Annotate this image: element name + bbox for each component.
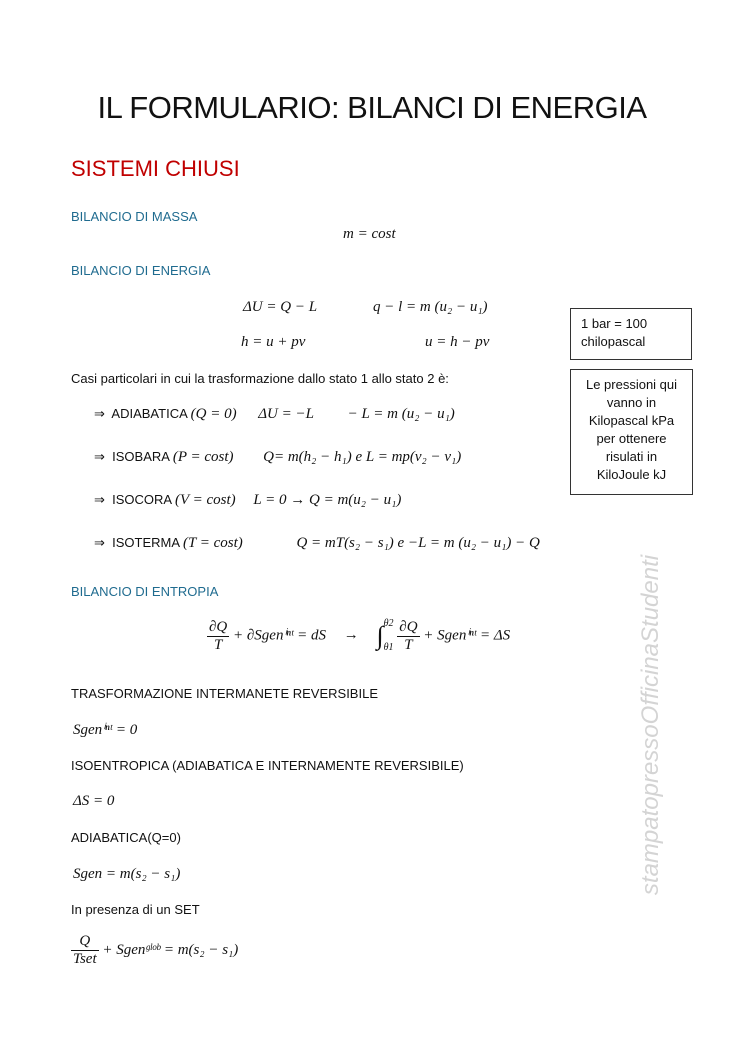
arrow-icon: → — [343, 627, 359, 644]
label-isentropic: ISOENTROPICA (ADIABATICA E INTERNAMENTE REVERSIBILE) — [71, 758, 464, 773]
note-box-bar-conversion: 1 bar = 100 chilopascal — [570, 308, 692, 360]
case-label: ISOBARA — [112, 449, 170, 464]
implies-icon: ⇒ — [94, 449, 105, 464]
case-label: ADIABATICA — [111, 406, 188, 421]
case-condition: (T = cost) — [182, 535, 243, 551]
case-formula: Q= m(h₂ − h₁) e L = mp(v₂ − v₁) — [263, 449, 462, 465]
section-title: SISTEMI CHIUSI — [71, 156, 240, 181]
watermark: stampatopressoOfficinaStudenti — [637, 554, 664, 896]
implies-icon: ⇒ — [94, 406, 105, 421]
implies-icon: ⇒ — [94, 535, 105, 550]
formula-internal-energy: u = h − pv — [425, 334, 490, 350]
case-label: ISOCORA — [112, 492, 172, 507]
label-adiabatic: ADIABATICA(Q=0) — [71, 830, 181, 845]
case-adiabatic — [94, 406, 455, 423]
heading-entropy-balance: BILANCIO DI ENTROPIA — [71, 584, 219, 599]
case-condition: (Q = 0) — [190, 406, 237, 422]
formula-energy-1: ΔU = Q − L — [243, 299, 318, 315]
label-set: In presenza di un SET — [71, 902, 200, 917]
formula-entropy-balance — [207, 618, 510, 654]
case-formula-2: − L = m (u₂ − u₁) — [347, 406, 455, 422]
case-condition: (V = cost) — [175, 492, 236, 508]
formula-part: + Sgenⁱⁿᵗ = ΔS — [423, 627, 511, 644]
page-title: IL FORMULARIO: BILANCI DI ENERGIA — [97, 90, 647, 125]
case-isochoric — [94, 492, 401, 509]
fraction: $\frac{\partial Q}{T}$ — [209, 618, 228, 653]
case-formula: Q = mT(s₂ − s₁) e −L = m (u₂ − u₁) − Q — [296, 535, 540, 551]
formula-adiabatic: Sgen = m(s₂ − s₁) — [73, 866, 181, 882]
implies-icon: ⇒ — [94, 492, 105, 507]
case-condition: (P = cost) — [172, 449, 234, 465]
case-formula: ΔU = −L — [258, 406, 314, 422]
formula-reversible: Sgenⁱⁿᵗ = 0 — [73, 722, 138, 738]
case-isobaric — [94, 449, 461, 466]
case-isothermal — [94, 535, 540, 552]
formula-enthalpy: h = u + pv — [241, 334, 306, 350]
integral-sign: ∫ — [376, 621, 384, 650]
case-label: ISOTERMA — [112, 535, 180, 550]
note-box-pressure-units — [570, 369, 693, 495]
heading-energy-balance: BILANCIO DI ENERGIA — [71, 263, 211, 278]
formula-part: + Sgenᵍˡᵒᵇ = m(s₂ − s₁) — [102, 941, 239, 958]
note-text: Le pressioni qui vanno in Kilopascal kPa per ottenere risulati in KiloJoule kJ — [585, 377, 678, 482]
integral-limits: θ2 θ1 — [383, 618, 394, 653]
fraction: $\frac{Q}{\text{Tset}}$ — [73, 933, 97, 967]
formula-energy-2: q − l = m (u₂ − u₁) — [373, 299, 488, 315]
case-formula: L = 0 → Q = m(u₂ − u₁) — [253, 492, 402, 508]
cases-intro: Casi particolari in cui la trasformazione dallo stato 1 allo stato 2 è: — [71, 371, 449, 386]
label-reversible: TRASFORMAZIONE INTERMANETE REVERSIBILE — [71, 686, 378, 701]
formula-part: + ∂Sgenⁱⁿᵗ = dS — [233, 627, 326, 644]
formula-mass: m = cost — [343, 226, 396, 242]
formula-isentropic: ΔS = 0 — [73, 793, 115, 809]
heading-mass-balance: BILANCIO DI MASSA — [71, 209, 198, 224]
formula-set — [71, 933, 238, 968]
fraction: $\frac{\partial Q}{T}$ — [399, 618, 418, 653]
